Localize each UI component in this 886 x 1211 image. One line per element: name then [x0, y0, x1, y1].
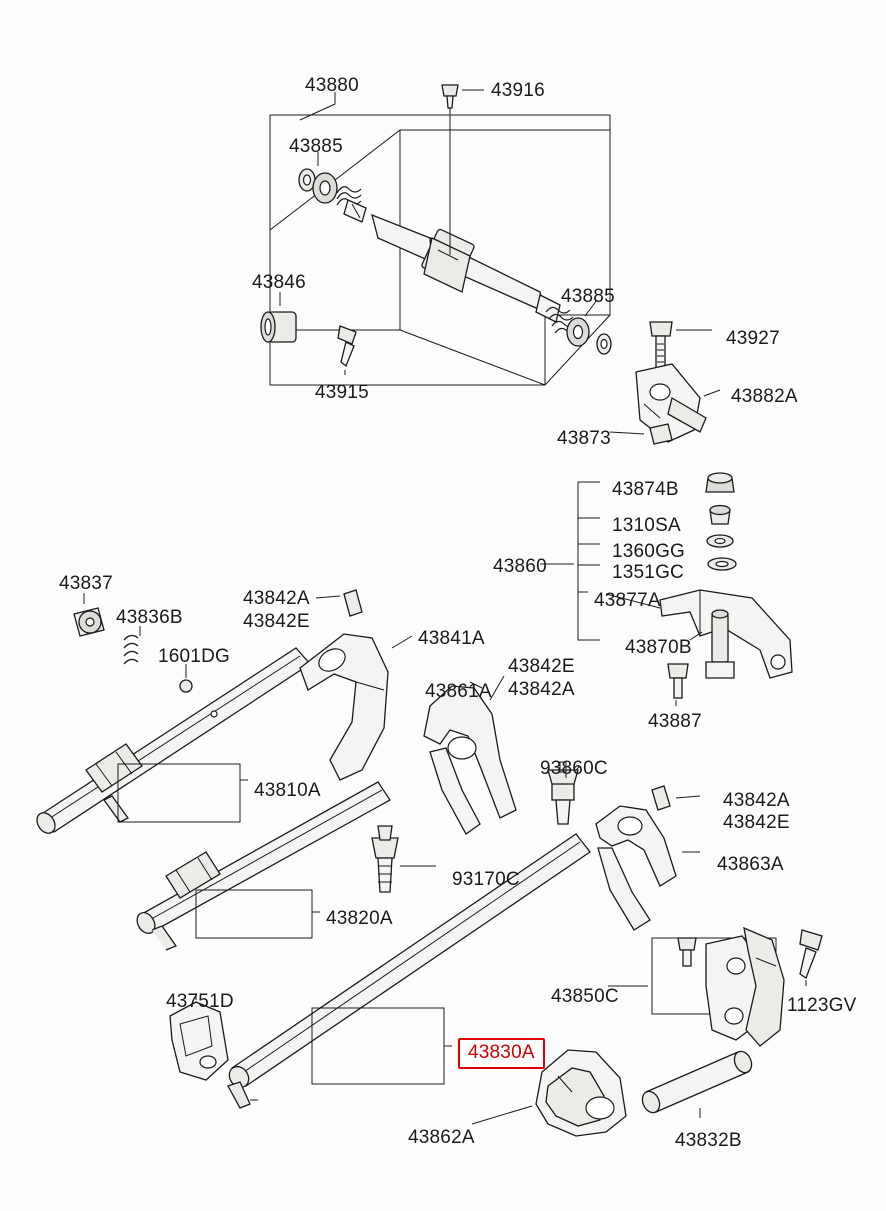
part-43836B	[124, 626, 140, 664]
label-43873: 43873	[557, 428, 611, 449]
label-43860: 43860	[493, 556, 547, 577]
label-43810A: 43810A	[254, 780, 321, 801]
label-43830A-highlighted: 43830A	[458, 1038, 545, 1069]
label-1601DG: 1601DG	[158, 646, 230, 667]
part-43915	[338, 326, 356, 375]
part-43885-right	[546, 300, 611, 354]
label-43885-left: 43885	[289, 136, 343, 157]
label-93170C: 93170C	[452, 869, 520, 890]
label-43842E-upper: 43842E	[243, 611, 310, 632]
part-93170C	[372, 826, 436, 892]
label-43837: 43837	[59, 573, 113, 594]
label-43870B: 43870B	[625, 637, 692, 658]
label-43751D: 43751D	[166, 991, 234, 1012]
part-43842A-right	[652, 786, 700, 810]
part-43887	[668, 664, 688, 706]
part-43873	[610, 424, 672, 444]
part-43874B	[706, 473, 734, 492]
part-43810A	[33, 648, 310, 837]
part-43916-bolt	[442, 85, 484, 255]
label-43842E-mid: 43842E	[508, 656, 575, 677]
label-43916: 43916	[491, 80, 545, 101]
label-43887: 43887	[648, 711, 702, 732]
label-43842E-right: 43842E	[723, 812, 790, 833]
label-1123GV: 1123GV	[787, 995, 857, 1016]
part-1351GC	[708, 558, 736, 570]
label-43861A: 43861A	[425, 681, 492, 702]
part-43850C-bolt	[678, 938, 696, 966]
part-43846	[261, 292, 296, 342]
label-43841A: 43841A	[418, 628, 485, 649]
part-1310SA	[710, 506, 730, 525]
group-43860	[540, 473, 792, 706]
part-43927	[650, 322, 712, 368]
part-43841A	[300, 634, 412, 780]
label-43882A: 43882A	[731, 386, 798, 407]
label-43863A: 43863A	[717, 854, 784, 875]
part-43885-left	[299, 152, 366, 222]
part-1601DG	[180, 664, 192, 692]
label-43832B: 43832B	[675, 1130, 742, 1151]
label-1360GG: 1360GG	[612, 541, 686, 562]
label-1310SA: 1310SA	[612, 515, 681, 536]
label-43842A-mid: 43842A	[508, 679, 575, 700]
part-1360GG	[707, 535, 733, 547]
part-43882A	[636, 364, 720, 442]
label-43877A: 43877A	[594, 590, 661, 611]
label-43842A-right: 43842A	[723, 790, 790, 811]
part-43837	[74, 593, 104, 636]
label-43836B: 43836B	[116, 607, 183, 628]
part-1123GV	[800, 930, 822, 986]
label-43820A: 43820A	[326, 908, 393, 929]
group-43850C	[608, 928, 822, 1046]
label-43880: 43880	[305, 75, 359, 96]
label-43842A-upper: 43842A	[243, 588, 310, 609]
part-43832B	[639, 1049, 755, 1118]
label-43915: 43915	[315, 382, 369, 403]
part-43842A-upper	[316, 590, 362, 616]
label-1351GC: 1351GC	[612, 562, 684, 583]
label-93860C: 93860C	[540, 758, 608, 779]
label-43862A: 43862A	[408, 1127, 475, 1148]
label-43885-right: 43885	[561, 286, 615, 307]
part-43863A	[596, 806, 700, 930]
label-43846: 43846	[252, 272, 306, 293]
label-43927: 43927	[726, 328, 780, 349]
label-43874B: 43874B	[612, 479, 679, 500]
group-43880-assembly	[270, 85, 611, 385]
label-43850C: 43850C	[551, 986, 619, 1007]
